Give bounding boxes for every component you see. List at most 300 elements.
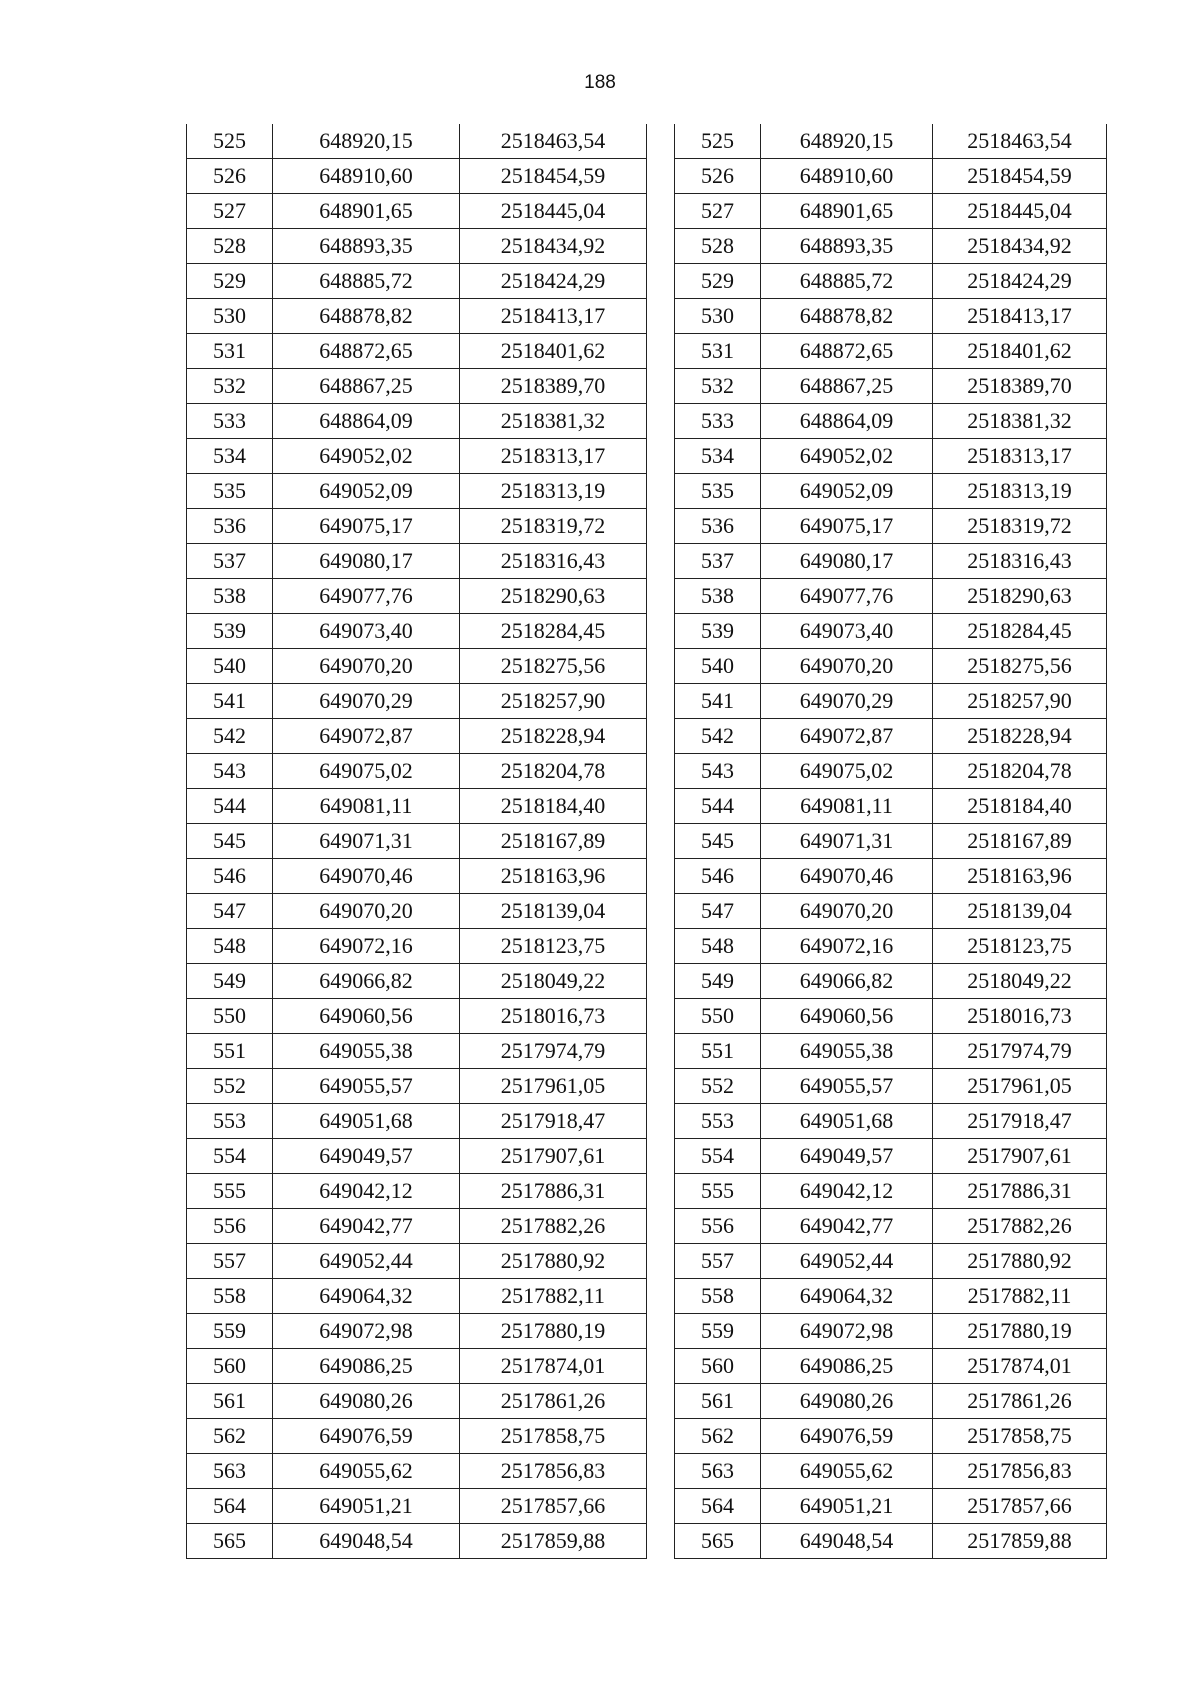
table-row [187,264,647,299]
x-coordinate-cell: 648872,65 [273,334,460,369]
point-number-cell: 560 [675,1349,761,1384]
x-coordinate-cell: 648920,15 [761,124,933,159]
point-number-cell: 555 [675,1174,761,1209]
point-number-cell: 546 [675,859,761,894]
x-coordinate-cell: 649051,68 [273,1104,460,1139]
table-row [187,859,647,894]
table-row [675,754,1107,789]
point-number-cell: 531 [187,334,273,369]
point-number-cell: 548 [187,929,273,964]
table-row [675,614,1107,649]
point-number-cell: 539 [187,614,273,649]
x-coordinate-cell: 649070,29 [273,684,460,719]
x-coordinate-cell: 649075,17 [761,509,933,544]
x-coordinate-cell: 649042,77 [273,1209,460,1244]
x-coordinate-cell: 649052,44 [273,1244,460,1279]
table-row [675,649,1107,684]
point-number-cell: 562 [187,1419,273,1454]
y-coordinate-cell: 2517974,79 [933,1034,1107,1069]
point-number-cell: 532 [187,369,273,404]
x-coordinate-cell: 648885,72 [273,264,460,299]
y-coordinate-cell: 2518184,40 [933,789,1107,824]
point-number-cell: 536 [187,509,273,544]
x-coordinate-cell: 648893,35 [273,229,460,264]
table-row [187,1524,647,1559]
y-coordinate-cell: 2517886,31 [460,1174,647,1209]
point-number-cell: 540 [187,649,273,684]
point-number-cell: 540 [675,649,761,684]
x-coordinate-cell: 649055,62 [761,1454,933,1489]
y-coordinate-cell: 2517886,31 [933,1174,1107,1209]
point-number-cell: 537 [675,544,761,579]
point-number-cell: 537 [187,544,273,579]
x-coordinate-cell: 649042,12 [273,1174,460,1209]
table-row [675,124,1107,159]
x-coordinate-cell: 648885,72 [761,264,933,299]
y-coordinate-cell: 2518313,17 [460,439,647,474]
x-coordinate-cell: 649048,54 [273,1524,460,1559]
x-coordinate-cell: 649075,02 [761,754,933,789]
table-row [187,894,647,929]
point-number-cell: 535 [187,474,273,509]
point-number-cell: 550 [675,999,761,1034]
point-number-cell: 525 [675,124,761,159]
y-coordinate-cell: 2517918,47 [933,1104,1107,1139]
y-coordinate-cell: 2517974,79 [460,1034,647,1069]
point-number-cell: 565 [187,1524,273,1559]
y-coordinate-cell: 2518275,56 [460,649,647,684]
x-coordinate-cell: 648878,82 [761,299,933,334]
y-coordinate-cell: 2518319,72 [460,509,647,544]
table-row [675,1069,1107,1104]
table-row [675,509,1107,544]
x-coordinate-cell: 648901,65 [761,194,933,229]
x-coordinate-cell: 648910,60 [273,159,460,194]
y-coordinate-cell: 2518049,22 [933,964,1107,999]
point-number-cell: 563 [675,1454,761,1489]
x-coordinate-cell: 649051,21 [273,1489,460,1524]
y-coordinate-cell: 2517880,92 [933,1244,1107,1279]
table-row [675,789,1107,824]
point-number-cell: 527 [187,194,273,229]
table-row [187,824,647,859]
table-row [675,159,1107,194]
table-row [675,1524,1107,1559]
y-coordinate-cell: 2517858,75 [460,1419,647,1454]
x-coordinate-cell: 649081,11 [761,789,933,824]
y-coordinate-cell: 2518389,70 [460,369,647,404]
table-row [187,474,647,509]
table-row [675,1034,1107,1069]
y-coordinate-cell: 2518167,89 [460,824,647,859]
table-row [187,684,647,719]
table-row [187,999,647,1034]
y-coordinate-cell: 2518454,59 [933,159,1107,194]
y-coordinate-cell: 2518284,45 [460,614,647,649]
point-number-cell: 545 [187,824,273,859]
table-row [187,649,647,684]
y-coordinate-cell: 2518204,78 [933,754,1107,789]
y-coordinate-cell: 2518445,04 [460,194,647,229]
point-number-cell: 544 [187,789,273,824]
y-coordinate-cell: 2518163,96 [460,859,647,894]
point-number-cell: 558 [187,1279,273,1314]
table-row [187,1069,647,1104]
point-number-cell: 561 [187,1384,273,1419]
y-coordinate-cell: 2518463,54 [460,124,647,159]
x-coordinate-cell: 649075,02 [273,754,460,789]
x-coordinate-cell: 649064,32 [273,1279,460,1314]
y-coordinate-cell: 2518016,73 [933,999,1107,1034]
point-number-cell: 541 [187,684,273,719]
x-coordinate-cell: 649070,46 [273,859,460,894]
y-coordinate-cell: 2518313,19 [933,474,1107,509]
table-row [675,1454,1107,1489]
point-number-cell: 543 [187,754,273,789]
table-row [675,1139,1107,1174]
y-coordinate-cell: 2517907,61 [933,1139,1107,1174]
point-number-cell: 562 [675,1419,761,1454]
table-row [187,509,647,544]
y-coordinate-cell: 2518275,56 [933,649,1107,684]
x-coordinate-cell: 649052,02 [273,439,460,474]
table-row [187,439,647,474]
point-number-cell: 526 [675,159,761,194]
y-coordinate-cell: 2518454,59 [460,159,647,194]
x-coordinate-cell: 648901,65 [273,194,460,229]
table-row [187,124,647,159]
y-coordinate-cell: 2517874,01 [933,1349,1107,1384]
x-coordinate-cell: 649073,40 [273,614,460,649]
x-coordinate-cell: 649073,40 [761,614,933,649]
table-row [187,229,647,264]
table-row [675,719,1107,754]
x-coordinate-cell: 649064,32 [761,1279,933,1314]
table-row [187,159,647,194]
table-row [187,194,647,229]
y-coordinate-cell: 2518123,75 [460,929,647,964]
x-coordinate-cell: 649080,17 [273,544,460,579]
point-number-cell: 560 [187,1349,273,1384]
x-coordinate-cell: 649052,09 [761,474,933,509]
x-coordinate-cell: 649076,59 [761,1419,933,1454]
y-coordinate-cell: 2518401,62 [933,334,1107,369]
y-coordinate-cell: 2517859,88 [460,1524,647,1559]
y-coordinate-cell: 2517856,83 [460,1454,647,1489]
table-row [187,369,647,404]
table-row [675,1384,1107,1419]
table-row [675,1279,1107,1314]
x-coordinate-cell: 649051,21 [761,1489,933,1524]
x-coordinate-cell: 649055,38 [273,1034,460,1069]
y-coordinate-cell: 2518123,75 [933,929,1107,964]
table-row [187,1104,647,1139]
point-number-cell: 538 [675,579,761,614]
table-row [187,1349,647,1384]
table-row [187,1174,647,1209]
y-coordinate-cell: 2518389,70 [933,369,1107,404]
x-coordinate-cell: 649077,76 [761,579,933,614]
x-coordinate-cell: 649072,98 [761,1314,933,1349]
point-number-cell: 557 [675,1244,761,1279]
x-coordinate-cell: 649051,68 [761,1104,933,1139]
table-row [675,684,1107,719]
point-number-cell: 563 [187,1454,273,1489]
point-number-cell: 528 [675,229,761,264]
y-coordinate-cell: 2518381,32 [933,404,1107,439]
table-row [675,1314,1107,1349]
table-row [675,1209,1107,1244]
x-coordinate-cell: 649071,31 [761,824,933,859]
y-coordinate-cell: 2517882,11 [933,1279,1107,1314]
point-number-cell: 541 [675,684,761,719]
table-row [187,719,647,754]
point-number-cell: 552 [675,1069,761,1104]
point-number-cell: 538 [187,579,273,614]
point-number-cell: 549 [675,964,761,999]
x-coordinate-cell: 649049,57 [761,1139,933,1174]
table-row [187,1244,647,1279]
x-coordinate-cell: 648864,09 [273,404,460,439]
point-number-cell: 539 [675,614,761,649]
point-number-cell: 550 [187,999,273,1034]
y-coordinate-cell: 2518257,90 [933,684,1107,719]
y-coordinate-cell: 2517880,19 [460,1314,647,1349]
y-coordinate-cell: 2517880,19 [933,1314,1107,1349]
y-coordinate-cell: 2518284,45 [933,614,1107,649]
y-coordinate-cell: 2517857,66 [933,1489,1107,1524]
x-coordinate-cell: 649080,17 [761,544,933,579]
y-coordinate-cell: 2518139,04 [933,894,1107,929]
table-row [675,299,1107,334]
table-row [675,964,1107,999]
x-coordinate-cell: 649070,20 [273,649,460,684]
x-coordinate-cell: 649042,12 [761,1174,933,1209]
y-coordinate-cell: 2518424,29 [460,264,647,299]
y-coordinate-cell: 2518381,32 [460,404,647,439]
y-coordinate-cell: 2518434,92 [933,229,1107,264]
table-row [187,579,647,614]
point-number-cell: 552 [187,1069,273,1104]
point-number-cell: 555 [187,1174,273,1209]
point-number-cell: 529 [187,264,273,299]
table-row [187,1419,647,1454]
x-coordinate-cell: 648872,65 [761,334,933,369]
y-coordinate-cell: 2518016,73 [460,999,647,1034]
y-coordinate-cell: 2518204,78 [460,754,647,789]
y-coordinate-cell: 2518290,63 [460,579,647,614]
x-coordinate-cell: 649070,20 [761,894,933,929]
table-row [187,1489,647,1524]
y-coordinate-cell: 2518463,54 [933,124,1107,159]
x-coordinate-cell: 649080,26 [761,1384,933,1419]
y-coordinate-cell: 2517961,05 [460,1069,647,1104]
x-coordinate-cell: 648910,60 [761,159,933,194]
y-coordinate-cell: 2518413,17 [933,299,1107,334]
x-coordinate-cell: 649072,98 [273,1314,460,1349]
point-number-cell: 543 [675,754,761,789]
point-number-cell: 551 [675,1034,761,1069]
point-number-cell: 542 [675,719,761,754]
coordinates-table-right [674,124,1107,1559]
table-row [187,789,647,824]
y-coordinate-cell: 2518424,29 [933,264,1107,299]
point-number-cell: 558 [675,1279,761,1314]
y-coordinate-cell: 2517882,11 [460,1279,647,1314]
x-coordinate-cell: 649042,77 [761,1209,933,1244]
x-coordinate-cell: 649055,62 [273,1454,460,1489]
point-number-cell: 544 [675,789,761,824]
x-coordinate-cell: 649075,17 [273,509,460,544]
table-row [675,194,1107,229]
point-number-cell: 547 [187,894,273,929]
x-coordinate-cell: 649060,56 [273,999,460,1034]
point-number-cell: 564 [187,1489,273,1524]
y-coordinate-cell: 2518313,17 [933,439,1107,474]
point-number-cell: 535 [675,474,761,509]
table-row [187,1384,647,1419]
point-number-cell: 533 [187,404,273,439]
point-number-cell: 542 [187,719,273,754]
x-coordinate-cell: 649070,20 [273,894,460,929]
point-number-cell: 526 [187,159,273,194]
x-coordinate-cell: 649072,16 [761,929,933,964]
point-number-cell: 534 [187,439,273,474]
y-coordinate-cell: 2517918,47 [460,1104,647,1139]
point-number-cell: 533 [675,404,761,439]
table-row [675,999,1107,1034]
point-number-cell: 565 [675,1524,761,1559]
x-coordinate-cell: 648867,25 [761,369,933,404]
point-number-cell: 559 [187,1314,273,1349]
table-row [187,334,647,369]
table-row [675,369,1107,404]
x-coordinate-cell: 649081,11 [273,789,460,824]
x-coordinate-cell: 648867,25 [273,369,460,404]
table-row [187,614,647,649]
table-row [675,404,1107,439]
x-coordinate-cell: 649080,26 [273,1384,460,1419]
x-coordinate-cell: 649070,20 [761,649,933,684]
x-coordinate-cell: 649072,87 [761,719,933,754]
table-row [675,229,1107,264]
table-row [675,1244,1107,1279]
table-row [675,334,1107,369]
y-coordinate-cell: 2517882,26 [460,1209,647,1244]
table-row [187,754,647,789]
point-number-cell: 559 [675,1314,761,1349]
table-row [187,544,647,579]
point-number-cell: 551 [187,1034,273,1069]
x-coordinate-cell: 649071,31 [273,824,460,859]
point-number-cell: 532 [675,369,761,404]
point-number-cell: 536 [675,509,761,544]
y-coordinate-cell: 2517880,92 [460,1244,647,1279]
x-coordinate-cell: 649052,44 [761,1244,933,1279]
table-row [675,1419,1107,1454]
y-coordinate-cell: 2517857,66 [460,1489,647,1524]
table-row [187,964,647,999]
point-number-cell: 546 [187,859,273,894]
x-coordinate-cell: 649055,38 [761,1034,933,1069]
y-coordinate-cell: 2518290,63 [933,579,1107,614]
table-row [675,264,1107,299]
table-row [187,1454,647,1489]
y-coordinate-cell: 2517858,75 [933,1419,1107,1454]
table-row [187,1314,647,1349]
point-number-cell: 548 [675,929,761,964]
table-row [675,824,1107,859]
x-coordinate-cell: 649086,25 [761,1349,933,1384]
table-row [187,1139,647,1174]
table-row [675,1349,1107,1384]
y-coordinate-cell: 2518163,96 [933,859,1107,894]
x-coordinate-cell: 649060,56 [761,999,933,1034]
y-coordinate-cell: 2517859,88 [933,1524,1107,1559]
x-coordinate-cell: 649072,87 [273,719,460,754]
table-row [675,439,1107,474]
y-coordinate-cell: 2517907,61 [460,1139,647,1174]
y-coordinate-cell: 2517861,26 [933,1384,1107,1419]
point-number-cell: 545 [675,824,761,859]
table-row [675,1104,1107,1139]
table-row [675,544,1107,579]
table-row [187,404,647,439]
table-row [675,474,1107,509]
y-coordinate-cell: 2518319,72 [933,509,1107,544]
x-coordinate-cell: 649086,25 [273,1349,460,1384]
y-coordinate-cell: 2518316,43 [933,544,1107,579]
x-coordinate-cell: 648920,15 [273,124,460,159]
y-coordinate-cell: 2518401,62 [460,334,647,369]
table-row [675,859,1107,894]
table-row [187,299,647,334]
table-row [187,929,647,964]
x-coordinate-cell: 649055,57 [273,1069,460,1104]
y-coordinate-cell: 2517882,26 [933,1209,1107,1244]
coordinates-table-left [186,124,647,1559]
point-number-cell: 529 [675,264,761,299]
y-coordinate-cell: 2518228,94 [460,719,647,754]
x-coordinate-cell: 648864,09 [761,404,933,439]
y-coordinate-cell: 2517874,01 [460,1349,647,1384]
x-coordinate-cell: 649076,59 [273,1419,460,1454]
y-coordinate-cell: 2518445,04 [933,194,1107,229]
x-coordinate-cell: 649070,46 [761,859,933,894]
table-row [187,1279,647,1314]
point-number-cell: 549 [187,964,273,999]
y-coordinate-cell: 2518413,17 [460,299,647,334]
point-number-cell: 553 [187,1104,273,1139]
point-number-cell: 527 [675,194,761,229]
y-coordinate-cell: 2518167,89 [933,824,1107,859]
y-coordinate-cell: 2517961,05 [933,1069,1107,1104]
x-coordinate-cell: 649066,82 [761,964,933,999]
x-coordinate-cell: 649077,76 [273,579,460,614]
table-row [187,1034,647,1069]
table-row [187,1209,647,1244]
table-row [675,1174,1107,1209]
y-coordinate-cell: 2518257,90 [460,684,647,719]
x-coordinate-cell: 649052,09 [273,474,460,509]
point-number-cell: 525 [187,124,273,159]
point-number-cell: 534 [675,439,761,474]
x-coordinate-cell: 649049,57 [273,1139,460,1174]
point-number-cell: 557 [187,1244,273,1279]
y-coordinate-cell: 2518184,40 [460,789,647,824]
x-coordinate-cell: 649055,57 [761,1069,933,1104]
table-row [675,929,1107,964]
